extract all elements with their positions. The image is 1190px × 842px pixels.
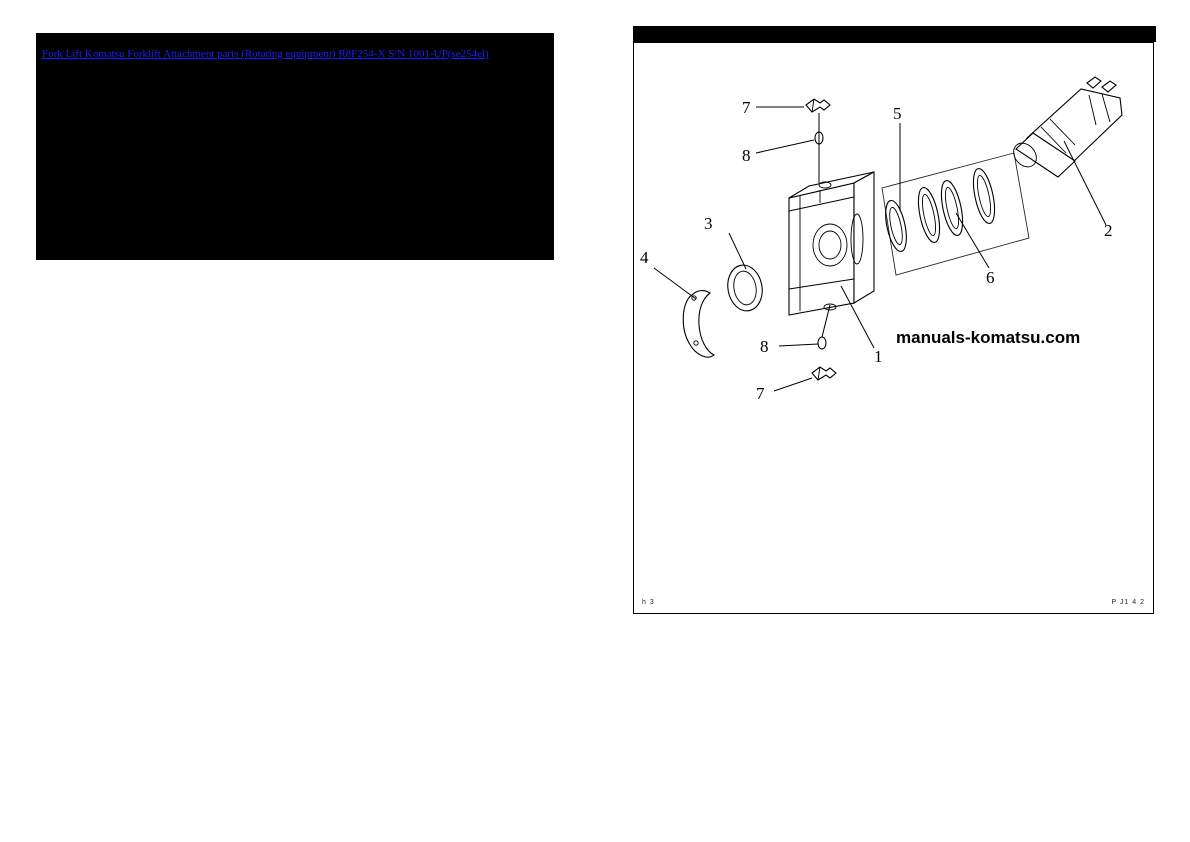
grease-fitting-top: [806, 99, 830, 112]
callout-7-top: 7: [742, 98, 751, 117]
breadcrumb-link[interactable]: Fork Lift Komatsu Forklift Attachment parts (Rotating equipment) R8F254-X S/N 1001-UP(se254el): [42, 48, 489, 60]
housing-block: [789, 172, 874, 315]
left-black-panel: [36, 33, 554, 260]
callout-7-bottom: 7: [756, 384, 765, 403]
diagram-top-bar: [633, 26, 1156, 42]
callout-4: 4: [640, 248, 649, 267]
diagram-frame: [633, 42, 1154, 614]
grease-fitting-bottom: [812, 367, 836, 380]
callout-5: 5: [893, 104, 902, 123]
snap-ring-part4: [683, 291, 714, 358]
footer-left-label: h 3: [642, 599, 655, 606]
callout-8-bottom: 8: [760, 337, 769, 356]
exploded-parts-drawing: [634, 43, 1153, 613]
washer-bottom: [818, 337, 826, 349]
footer-right-label: P J1 4 2: [1111, 599, 1145, 606]
seal-rings: [882, 153, 1029, 275]
callout-3: 3: [704, 214, 713, 233]
watermark-label: manuals-komatsu.com: [896, 328, 1081, 347]
callout-1: 1: [874, 347, 883, 366]
o-ring-part3: [724, 262, 765, 313]
cylinder-shaft: [1009, 77, 1122, 177]
parts-diagram-panel: [633, 26, 1156, 616]
callout-2: 2: [1104, 221, 1113, 240]
callout-8-top: 8: [742, 146, 751, 165]
callout-6: 6: [986, 268, 995, 287]
